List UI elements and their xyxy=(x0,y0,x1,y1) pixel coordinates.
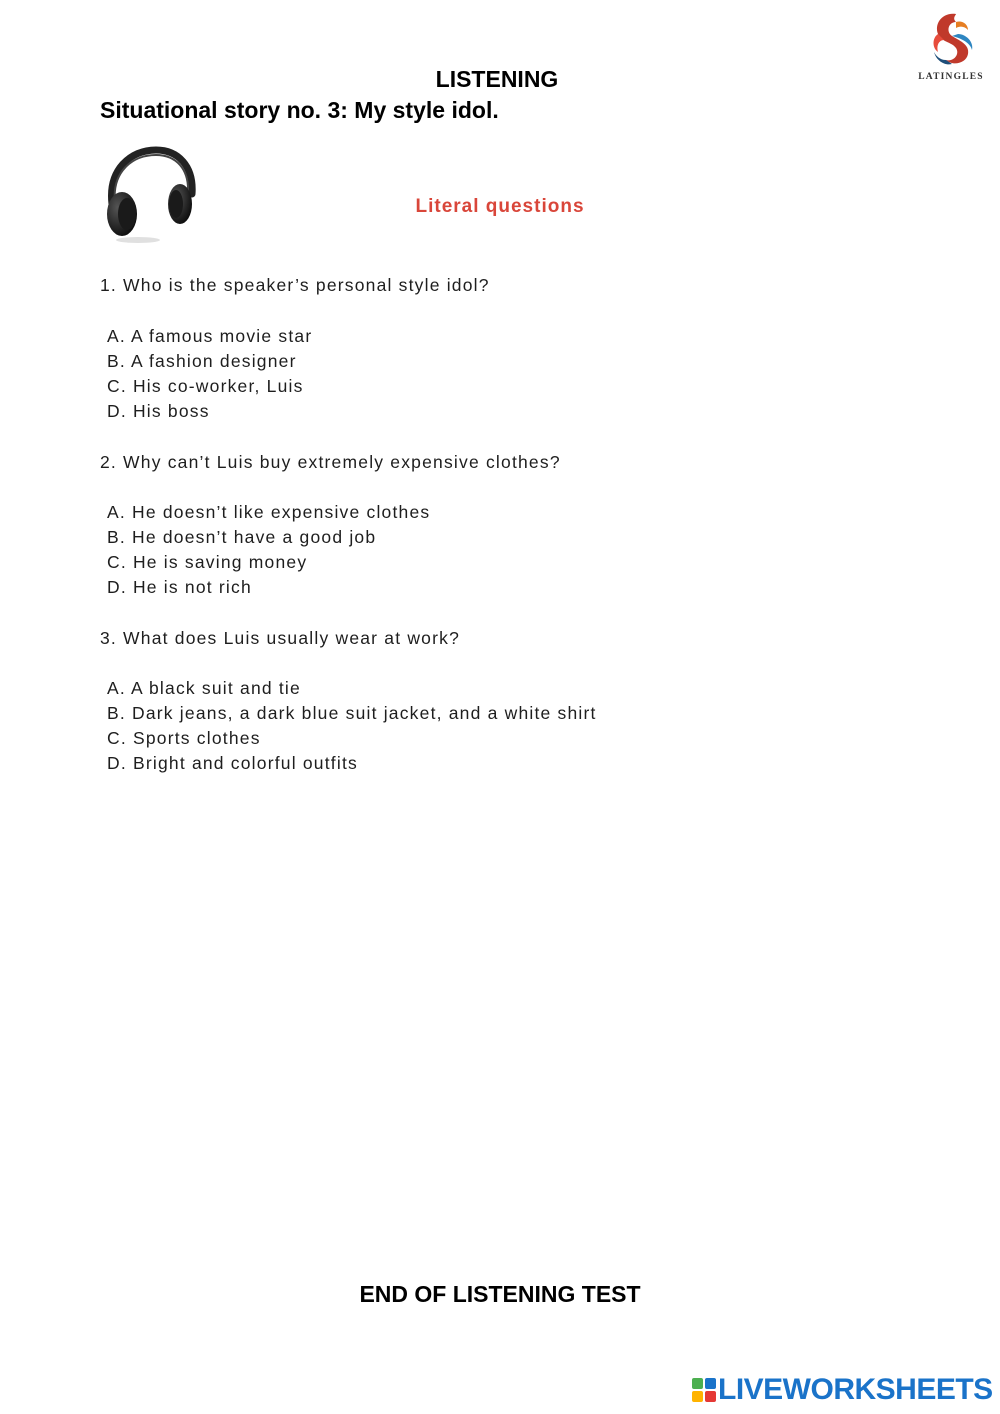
story-title: Situational story no. 3: My style idol. xyxy=(100,97,499,123)
liveworksheets-icon xyxy=(692,1378,716,1402)
option-3d[interactable]: D. Bright and colorful outfits xyxy=(107,753,358,773)
section-title: Literal questions xyxy=(415,196,585,217)
question-3: 3. What does Luis usually wear at work? xyxy=(100,628,461,648)
option-3a[interactable]: A. A black suit and tie xyxy=(107,678,301,698)
option-1d[interactable]: D. His boss xyxy=(107,401,210,421)
question-2: 2. Why can’t Luis buy extremely expensive clothes? xyxy=(100,452,561,472)
liveworksheets-brand[interactable] xyxy=(692,1372,992,1408)
page-heading: LISTENING xyxy=(435,66,559,92)
liveworksheets-text: LIVEWORKSHEETS xyxy=(718,1373,993,1406)
option-2a[interactable]: A. He doesn’t like expensive clothes xyxy=(107,502,431,522)
option-1b[interactable]: B. A fashion designer xyxy=(107,351,297,371)
option-3b[interactable]: B. Dark jeans, a dark blue suit jacket, and a white shirt xyxy=(107,703,597,723)
option-1a[interactable]: A. A famous movie star xyxy=(107,326,313,346)
phoenix-logo-icon xyxy=(912,8,990,70)
question-1: 1. Who is the speaker’s personal style idol? xyxy=(100,275,490,295)
option-2b[interactable]: B. He doesn’t have a good job xyxy=(107,527,377,547)
option-3c[interactable]: C. Sports clothes xyxy=(107,728,261,748)
end-of-test-text: END OF LISTENING TEST xyxy=(359,1281,641,1307)
logo-text: LATINGLES xyxy=(918,72,984,82)
latingles-logo xyxy=(912,8,990,88)
option-2c[interactable]: C. He is saving money xyxy=(107,552,308,572)
option-2d[interactable]: D. He is not rich xyxy=(107,577,252,597)
option-1c[interactable]: C. His co-worker, Luis xyxy=(107,376,304,396)
headphones-icon xyxy=(98,142,202,246)
